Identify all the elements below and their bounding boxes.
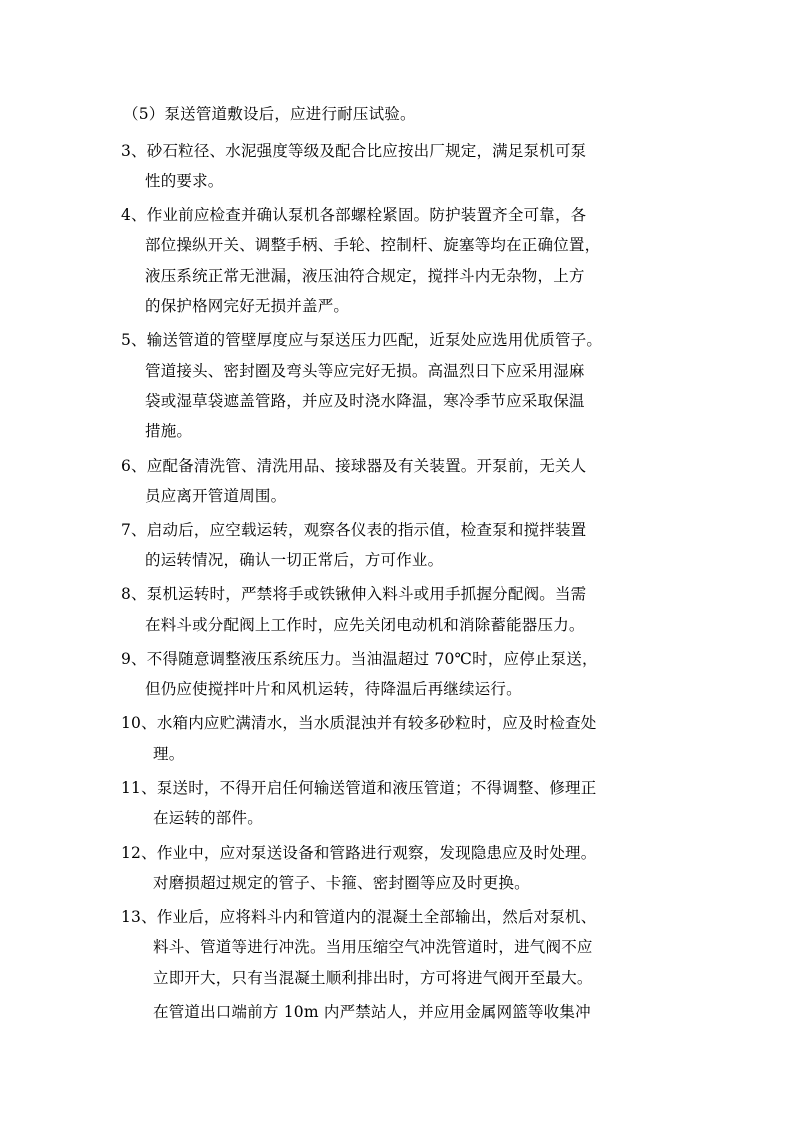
text-line: 8、泵机运转时，严禁将手或铁锹伸入料斗或用手抓握分配阀。当需 [121,585,587,603]
text-line: 部位操纵开关、调整手柄、手轮、控制杆、旋塞等均在正确位置， [145,236,601,254]
text-line: 的保护格网完好无损并盖严。 [145,297,350,315]
text-line: 在运转的部件。 [153,809,263,827]
text-line: 在管道出口端前方 10m 内严禁站人，并应用金属网篮等收集冲 [153,1003,591,1021]
text-line: 员应离开管道周围。 [145,487,287,505]
text-line: 但仍应使搅拌叶片和风机运转，待降温后再继续运行。 [145,680,522,698]
text-line: 理。 [153,745,185,763]
text-line: 管道接头、密封圈及弯头等应完好无损。高温烈日下应采用湿麻 [145,362,585,380]
text-line: 12、作业中，应对泵送设备和管路进行观察，发现隐患应及时处理。 [121,844,597,862]
text-line: 4、作业前应检查并确认泵机各部螺栓紧固。防护装置齐全可靠，各 [121,206,587,224]
text-line: 立即开大，只有当混凝土顺利排出时，方可将进气阀开至最大。 [153,969,593,987]
text-line: 13、作业后，应将料斗内和管道内的混凝土全部输出，然后对泵机、 [121,908,597,926]
text-line: 3、砂石粒径、水泥强度等级及配合比应按出厂规定，满足泵机可泵 [121,142,587,160]
text-line: 性的要求。 [145,172,224,190]
text-line: 11、泵送时，不得开启任何输送管道和液压管道；不得调整、修理正 [121,779,597,797]
text-line: 袋或湿草袋遮盖管路，并应及时浇水降温，寒冷季节应采取保温 [145,392,585,410]
text-line: 9、不得随意调整液压系统压力。当油温超过 70℃时，应停止泵送， [121,650,598,668]
text-line: （5）泵送管道敷设后，应进行耐压试验。 [123,105,416,123]
text-line: 7、启动后，应空载运转，观察各仪表的指示值，检查泵和搅拌装置 [121,521,587,539]
text-line: 料斗、管道等进行冲洗。当用压缩空气冲洗管道时，进气阀不应 [153,938,593,956]
text-line: 5、输送管道的管壁厚度应与泵送压力匹配，近泵处应选用优质管子。 [121,331,603,349]
text-line: 液压系统正常无泄漏，液压油符合规定，搅拌斗内无杂物，上方 [145,267,585,285]
text-line: 对磨损超过规定的管子、卡箍、密封圈等应及时更换。 [153,874,530,892]
text-line: 在料斗或分配阀上工作时，应先关闭电动机和消除蓄能器压力。 [145,616,585,634]
text-line: 6、应配备清洗管、清洗用品、接球器及有关装置。开泵前，无关人 [121,457,587,475]
text-line: 10、水箱内应贮满清水，当水质混浊并有较多砂粒时，应及时检查处 [121,714,597,732]
text-line: 的运转情况，确认一切正常后，方可作业。 [145,551,444,569]
text-line: 措施。 [145,422,193,440]
